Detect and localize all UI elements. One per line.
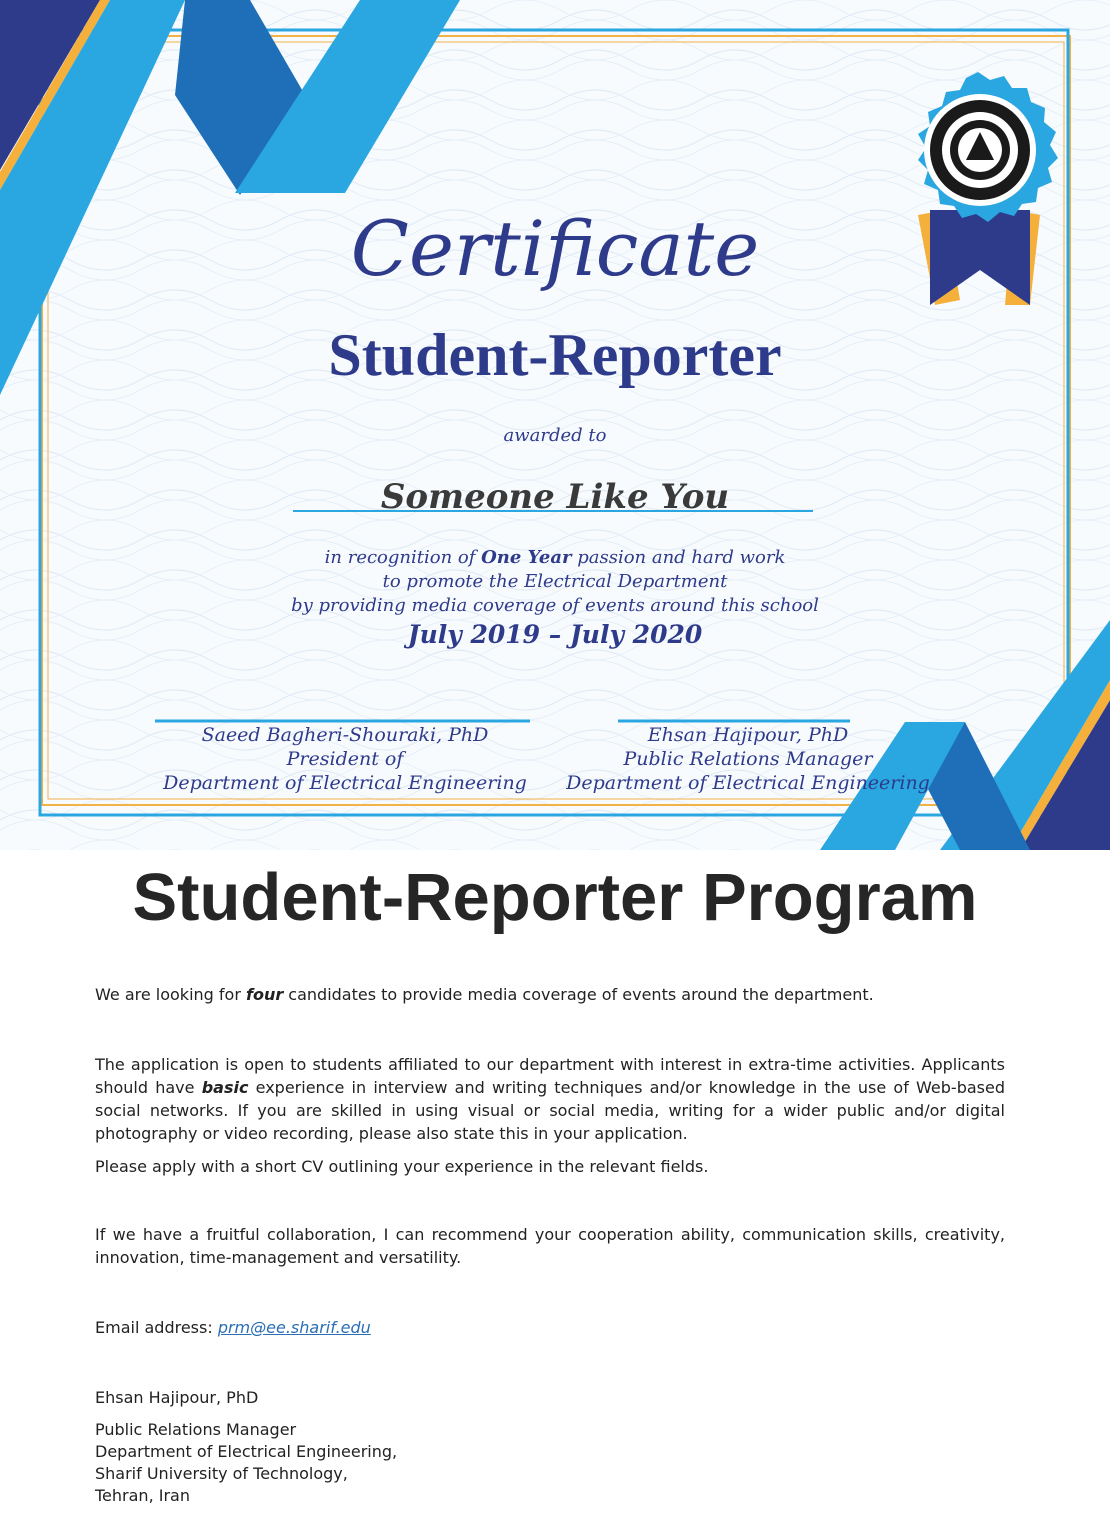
signer-department-left: Department of Electrical Engineering [163, 772, 527, 794]
email-line [95, 1316, 1005, 1339]
recipient-name: Someone Like You [380, 477, 730, 517]
certificate-title: Student-Reporter [328, 322, 782, 388]
coverage-line: by providing media coverage of events around this school [291, 595, 819, 616]
recognition-after: passion and hard work [571, 547, 786, 568]
signer-title: Public Relations Manager [95, 1420, 297, 1439]
period-label: July 2019 – July 2020 [407, 620, 703, 649]
signer-role-left: President of [286, 748, 404, 770]
signer-department: Department of Electrical Engineering, [95, 1442, 398, 1461]
promote-line: to promote the Electrical Department [382, 571, 728, 592]
intro-emphasis: four [245, 985, 284, 1004]
email-link[interactable]: prm@ee.sharif.edu [217, 1318, 371, 1337]
signature-block-left [140, 723, 550, 795]
signer-university: Sharif University of Technology, [95, 1464, 348, 1483]
program-letter [0, 850, 1110, 1528]
application-emphasis: basic [201, 1078, 249, 1097]
application-paragraph [95, 1053, 1005, 1145]
apply-paragraph: Please apply with a short CV outlining your experience in the relevant fields. [95, 1157, 709, 1176]
signer-address [95, 1419, 1005, 1507]
collaboration-paragraph: If we have a fruitful collaboration, I can recommend your cooperation ability, communication skills, creativity, innovation, time-management and versatility. [95, 1225, 1005, 1267]
certificate-heading: Certificate [350, 204, 760, 293]
signer-department-right: Department of Electrical Engineering [566, 772, 930, 794]
intro-before: We are looking for [95, 985, 246, 1004]
signature-block-right [548, 723, 948, 795]
signer-name-left: Saeed Bagheri-Shouraki, PhD [201, 724, 489, 746]
signer-name: Ehsan Hajipour, PhD [95, 1388, 259, 1407]
program-title: Student-Reporter Program [132, 860, 978, 935]
signer-city: Tehran, Iran [95, 1486, 190, 1505]
email-label: Email address: [95, 1318, 218, 1337]
intro-after: candidates to provide media coverage of events around the department. [283, 985, 874, 1004]
application-before: The application is open to students affiliated to our department with interest in extra-time activities. Applicants should have [95, 1055, 1005, 1097]
signer-name-right: Ehsan Hajipour, PhD [647, 724, 849, 746]
recognition-line [0, 546, 1110, 570]
recognition-emphasis: One Year [481, 547, 572, 568]
recognition-before: in recognition of [324, 547, 482, 568]
signer-role-right: Public Relations Manager [623, 748, 873, 770]
awarded-to-label: awarded to [503, 425, 607, 446]
intro-paragraph [95, 983, 1005, 1006]
application-after: experience in interview and writing techniques and/or knowledge in the use of Web-based social networks. If you are skilled in using visual or social media, writing for a wider public and/or digital photography or video recording, please also state this in your application. [95, 1078, 1005, 1143]
